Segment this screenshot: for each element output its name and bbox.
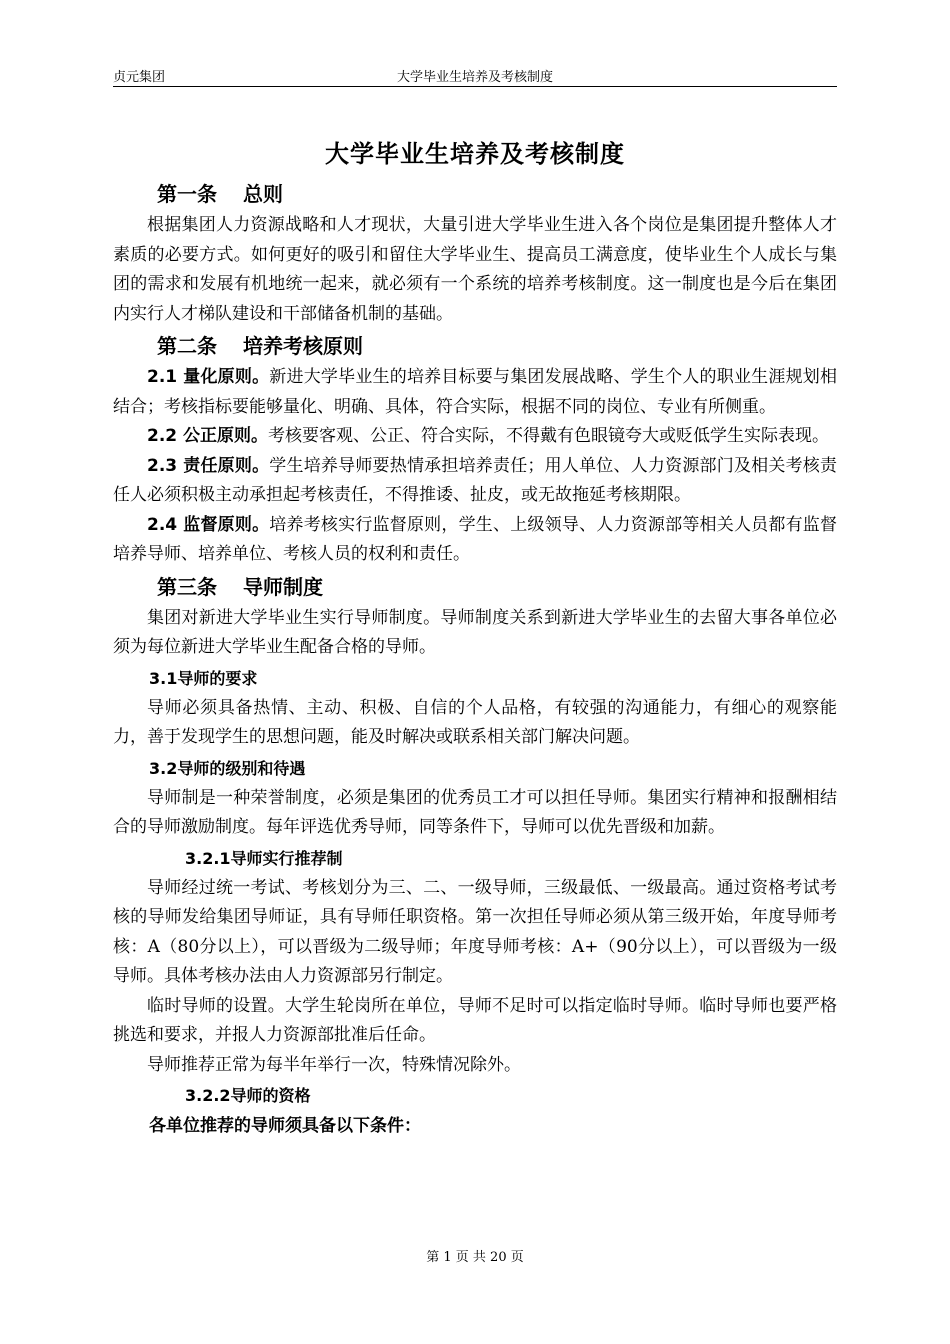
paragraph: 导师经过统一考试、考核划分为三、二、一级导师，三级最低、一级最高。通过资格考试考核的导师发给集团导师证，具有导师任职资格。第一次担任导师必须从第三级开始，年度导师考核：A（80分以上），可以晋级为二级导师；年度导师考核：A+（90分以上），可以晋级为一级导师。具体考核办法由人力资源部另行制定。 — [113, 877, 837, 986]
document-title: 大学毕业生培养及考核制度 — [325, 140, 625, 168]
article-2-heading — [157, 329, 837, 363]
paragraph: 集团对新进大学毕业生实行导师制度。导师制度关系到新进大学毕业生的去留大事各单位必须为每位新进大学毕业生配备合格的导师。 — [113, 607, 837, 657]
principle-text: 新进大学毕业生的培养目标要与集团发展战略、学生个人的职业生涯规划相结合；考核指标要能够量化、明确、具体，符合实际，根据不同的岗位、专业有所侧重。 — [113, 367, 837, 417]
principle-item — [113, 422, 837, 452]
page-footer: 第 1 页 共 20 页 — [426, 1250, 524, 1265]
paragraph: 导师推荐正常为每半年举行一次，特殊情况除外。 — [147, 1054, 521, 1075]
article-number: 第一条 — [157, 182, 217, 206]
principle-item — [113, 452, 837, 511]
principle-text: 学生培养导师要热情承担培养责任；用人单位、人力资源部门及相关考核责任人必须积极主动承担起考核责任，不得推诿、扯皮，或无故拖延考核期限。 — [113, 455, 837, 505]
paragraph: 临时导师的设置。大学生轮岗所在单位，导师不足时可以指定临时导师。临时导师也要严格挑选和要求，并报人力资源部批准后任命。 — [113, 995, 837, 1045]
subsection-heading: 3.2.1导师实行推荐制 — [185, 848, 343, 868]
principle-label: 2.1 量化原则。 — [147, 367, 270, 387]
principle-label: 2.4 监督原则。 — [147, 514, 270, 535]
article-number: 第二条 — [157, 334, 217, 358]
principle-item — [113, 363, 837, 422]
header-company: 贞元集团 — [113, 70, 166, 85]
paragraph: 根据集团人力资源战略和人才现状，大量引进大学毕业生进入各个岗位是集团提升整体人才素质的必要方式。如何更好的吸引和留住大学毕业生、提高员工满意度，使毕业生个人成长与集团的需求和发展有机地统一起来，就必须有一个系统的培养考核制度。这一制度也是今后在集团内实行人才梯队建设和干部储备机制的基础。 — [113, 215, 837, 324]
article-3-heading — [157, 570, 837, 604]
document-body — [113, 128, 837, 1142]
article-name: 导师制度 — [243, 574, 323, 599]
principle-item — [113, 511, 837, 570]
page-header — [113, 66, 837, 87]
section-heading: 3.1导师的要求 — [149, 668, 258, 688]
conditions-intro: 各单位推荐的导师须具备以下条件： — [149, 1116, 421, 1136]
article-1-heading — [157, 177, 837, 211]
principle-text: 培养考核实行监督原则，学生、上级领导、人力资源部等相关人员都有监督培养导师、培养单位、考核人员的权利和责任。 — [113, 514, 837, 564]
paragraph: 导师必须具备热情、主动、积极、自信的个人品格，有较强的沟通能力，有细心的观察能力，善于发现学生的思想问题，能及时解决或联系相关部门解决问题。 — [113, 697, 837, 747]
article-name: 培养考核原则 — [243, 334, 363, 358]
article-name: 总则 — [243, 182, 283, 206]
principle-text: 考核要客观、公正、符合实际，不得戴有色眼镜夸大或贬低学生实际表现。 — [268, 426, 830, 446]
principle-label: 2.3 责任原则。 — [147, 455, 270, 476]
section-heading: 3.2导师的级别和待遇 — [149, 758, 306, 778]
principle-label: 2.2 公正原则。 — [147, 426, 269, 446]
article-number: 第三条 — [157, 574, 217, 599]
header-doc-title: 大学毕业生培养及考核制度 — [396, 70, 553, 85]
subsection-heading: 3.2.2导师的资格 — [185, 1086, 311, 1105]
paragraph: 导师制是一种荣誉制度，必须是集团的优秀员工才可以担任导师。集团实行精神和报酬相结合的导师激励制度。每年评选优秀导师，同等条件下，导师可以优先晋级和加薪。 — [113, 787, 837, 837]
